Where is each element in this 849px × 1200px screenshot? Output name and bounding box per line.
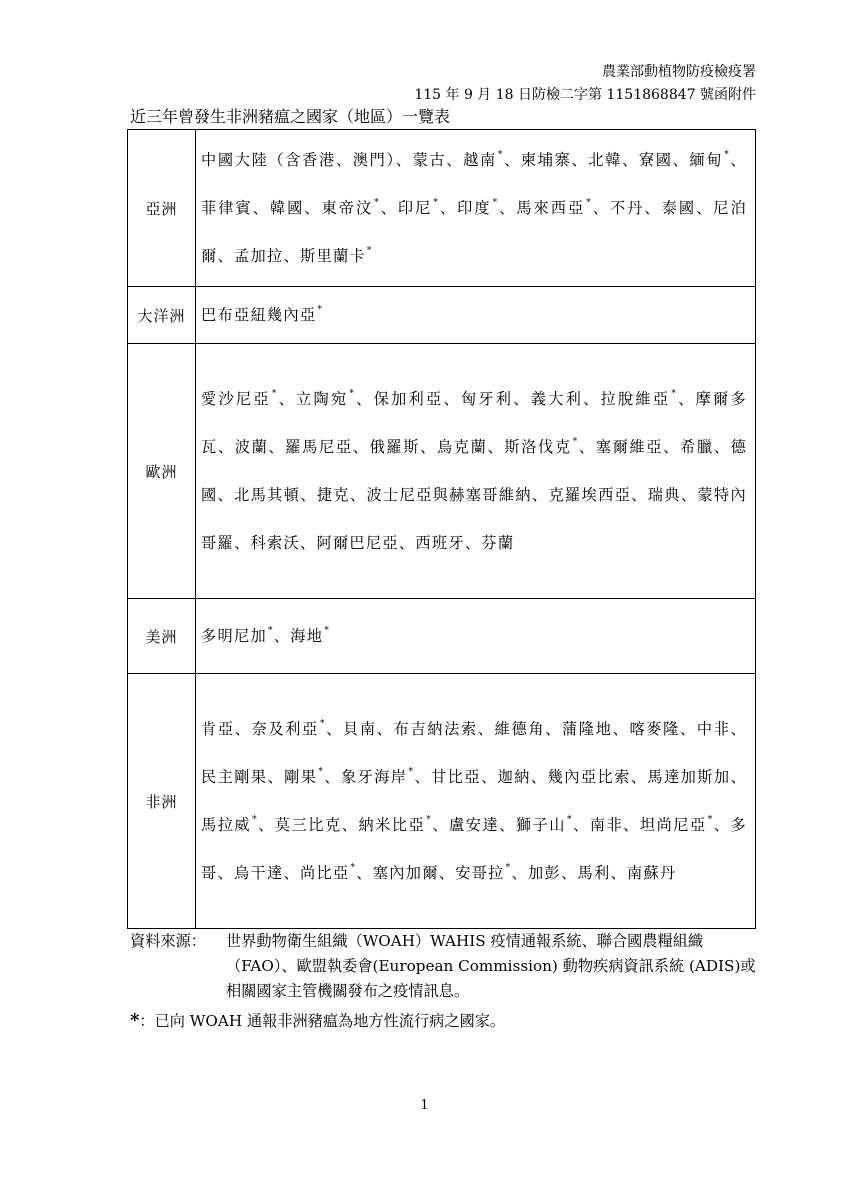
country-name: 斯洛伐克 — [504, 438, 572, 456]
country-name: 塞爾維亞 — [595, 438, 664, 456]
country-name: 喀麥隆 — [629, 720, 680, 738]
separator: 、 — [217, 864, 234, 882]
separator: 、 — [438, 864, 456, 882]
country-name: 韓國 — [269, 199, 305, 217]
country-name: 匈牙利 — [460, 390, 514, 408]
country-list-europe — [196, 344, 756, 599]
separator: 、 — [481, 768, 498, 786]
separator: 、 — [713, 816, 731, 834]
separator: 、 — [277, 390, 297, 408]
country-name: 海地 — [290, 627, 324, 645]
separator: 、 — [677, 390, 696, 408]
country-name: 愛沙尼亞 — [201, 390, 271, 408]
separator: 、 — [631, 486, 648, 504]
country-name: 西班牙 — [415, 534, 465, 552]
separator: 、 — [503, 151, 521, 169]
country-name: 民主剛果 — [201, 768, 268, 786]
country-name: 奈及利亞 — [251, 720, 319, 738]
country-name: 中非 — [696, 720, 731, 738]
country-name: 納米比亞 — [358, 816, 426, 834]
separator: 、 — [352, 438, 370, 456]
separator: 、 — [234, 720, 252, 738]
separator: 、 — [268, 438, 286, 456]
separator: 、 — [273, 627, 291, 645]
separator: 、 — [498, 199, 517, 217]
region-name-africa: 非洲 — [128, 674, 196, 929]
country-name: 甘比亞 — [431, 768, 482, 786]
country-name: 中國大陸（含香港、澳門） — [201, 151, 396, 169]
source-label: 資料來源： — [130, 932, 206, 950]
country-name: 烏干達 — [234, 864, 284, 882]
separator: 、 — [679, 720, 697, 738]
country-name: 盧安達 — [449, 816, 500, 834]
separator: 、 — [630, 768, 648, 786]
separator: 、 — [696, 199, 714, 217]
endemic-star-mark: * — [586, 198, 592, 208]
country-name: 菲律賓 — [201, 199, 253, 217]
page-number: 1 — [420, 1098, 429, 1113]
separator: 、 — [578, 438, 596, 456]
separator: 、 — [341, 816, 359, 834]
country-name: 科索沃 — [250, 534, 300, 552]
country-name: 德國 — [201, 438, 748, 504]
endemic-star-mark: * — [318, 767, 325, 777]
country-name: 波士尼亞與赫塞哥維納 — [366, 486, 532, 504]
header-doc-reference: 115 年 9 月 18 日防檢二字第 1151868847 號函附件 — [414, 87, 756, 103]
country-name: 剛果 — [284, 768, 318, 786]
footnote — [130, 1010, 505, 1032]
country-name: 迦納 — [497, 768, 531, 786]
country-name: 馬達加斯加 — [647, 768, 731, 786]
separator: 、 — [531, 486, 549, 504]
separator: 、 — [376, 720, 394, 738]
country-name: 東帝汶 — [321, 199, 374, 217]
country-name: 摩爾多瓦 — [201, 390, 747, 456]
country-name: 布吉納法索 — [393, 720, 478, 738]
separator: 、 — [217, 486, 235, 504]
endemic-star-mark: * — [252, 815, 258, 825]
endemic-star-mark: * — [324, 626, 331, 636]
table-row — [128, 344, 756, 599]
separator: 、 — [420, 438, 437, 456]
footnote-text: ：已向 WOAH 通報非洲豬瘟為地方性流行病之國家。 — [139, 1012, 506, 1030]
endemic-star-mark: * — [366, 246, 373, 256]
separator: 、 — [477, 720, 495, 738]
country-list-oceania — [196, 287, 756, 344]
endemic-star-mark: * — [497, 150, 504, 160]
separator: 、 — [730, 151, 747, 169]
separator: 、 — [499, 816, 516, 834]
separator: 、 — [217, 247, 234, 265]
separator: 、 — [592, 199, 610, 217]
country-name: 貝南 — [342, 720, 377, 738]
endemic-star-mark: * — [426, 815, 433, 825]
separator: 、 — [571, 151, 589, 169]
country-name: 越南 — [463, 151, 497, 169]
country-name: 孟加拉 — [234, 247, 284, 265]
separator: 、 — [680, 486, 698, 504]
separator: 、 — [267, 768, 285, 786]
country-name: 加彭 — [527, 864, 561, 882]
endemic-star-mark: * — [350, 863, 357, 873]
table-row — [128, 287, 756, 344]
table-row — [128, 599, 756, 674]
country-name: 希臘 — [680, 438, 714, 456]
separator: 、 — [349, 486, 367, 504]
country-table — [127, 129, 756, 929]
country-name: 烏克蘭 — [436, 438, 488, 456]
country-name: 蒙特內哥羅 — [201, 486, 747, 552]
country-name: 立陶宛 — [296, 390, 349, 408]
country-name: 芬蘭 — [481, 534, 515, 552]
table-row — [128, 130, 756, 287]
separator: 、 — [530, 768, 548, 786]
separator: 、 — [325, 720, 343, 738]
country-name: 泰國 — [661, 199, 697, 217]
country-name: 尚比亞 — [299, 864, 350, 882]
country-name: 波蘭 — [234, 438, 269, 456]
country-name: 阿爾巴尼亞 — [316, 534, 399, 552]
separator: 、 — [560, 864, 578, 882]
separator: 、 — [443, 390, 461, 408]
separator: 、 — [257, 816, 275, 834]
separator: 、 — [572, 816, 590, 834]
separator: 、 — [663, 438, 680, 456]
country-name: 幾內亞比索 — [547, 768, 631, 786]
separator: 、 — [513, 390, 531, 408]
endemic-star-mark: * — [317, 305, 324, 315]
separator: 、 — [612, 720, 630, 738]
country-name: 印尼 — [397, 199, 433, 217]
separator: 、 — [730, 720, 748, 738]
separator: 、 — [446, 151, 464, 169]
separator: 、 — [464, 534, 482, 552]
separator: 、 — [583, 390, 601, 408]
separator: 、 — [644, 199, 662, 217]
country-name: 俄羅斯 — [369, 438, 421, 456]
separator: 、 — [355, 390, 374, 408]
separator: 、 — [304, 199, 322, 217]
country-name: 緬甸 — [689, 151, 724, 169]
country-name: 馬來西亞 — [516, 199, 586, 217]
endemic-star-mark: * — [492, 198, 499, 208]
country-name: 捷克 — [316, 486, 350, 504]
country-name: 多哥 — [201, 816, 747, 882]
separator: 、 — [730, 768, 748, 786]
separator: 、 — [379, 199, 398, 217]
separator: 、 — [299, 534, 317, 552]
country-name: 克羅埃西亞 — [548, 486, 632, 504]
endemic-star-mark: * — [505, 863, 512, 873]
endemic-star-mark: * — [567, 815, 573, 825]
country-name: 莫三比克 — [274, 816, 342, 834]
country-name: 坦尚尼亞 — [639, 816, 707, 834]
separator: 、 — [283, 864, 300, 882]
country-list-asia — [196, 130, 756, 287]
endemic-star-mark: * — [349, 389, 356, 399]
country-name: 塞內加爾 — [372, 864, 439, 882]
separator: 、 — [324, 768, 342, 786]
separator: 、 — [300, 486, 317, 504]
endemic-star-mark: * — [572, 437, 579, 447]
separator: 、 — [545, 720, 563, 738]
source-note — [130, 929, 760, 1004]
separator: 、 — [356, 864, 373, 882]
header-agency: 農業部動植物防疫檢疫署 — [602, 64, 756, 80]
country-name: 獅子山 — [515, 816, 566, 834]
separator: 、 — [252, 199, 270, 217]
endemic-star-mark: * — [408, 767, 415, 777]
region-name-americas: 美洲 — [128, 599, 196, 674]
endemic-star-mark: * — [374, 198, 380, 208]
country-name: 南蘇丹 — [626, 864, 677, 882]
separator: 、 — [610, 864, 627, 882]
document-title: 近三年曾發生非洲豬瘟之國家（地區）一覽表 — [130, 107, 451, 126]
country-name: 安哥拉 — [455, 864, 505, 882]
source-text: 世界動物衛生組織（WOAH）WAHIS 疫情通報系統、聯合國農糧組織（FAO）、歐盟執委會(European Commission) 動物疾病資訊系統 (ADIS)或相關國家主管機關發布之疫情訊息。 — [226, 932, 756, 1000]
endemic-star-mark: * — [267, 626, 274, 636]
region-name-europe: 歐洲 — [128, 344, 196, 599]
separator: 、 — [217, 438, 235, 456]
country-name: 柬埔寨 — [520, 151, 572, 169]
country-name: 馬利 — [577, 864, 611, 882]
country-name: 象牙海岸 — [341, 768, 408, 786]
country-name: 馬拉威 — [201, 816, 252, 834]
separator: 、 — [233, 534, 251, 552]
endemic-star-mark: * — [271, 389, 278, 399]
country-name: 北馬其頓 — [234, 486, 301, 504]
separator: 、 — [439, 199, 458, 217]
country-name: 拉脫維亞 — [600, 390, 671, 408]
region-name-oceania: 大洋洲 — [128, 287, 196, 344]
country-name: 巴布亞紐幾內亞 — [201, 306, 317, 324]
country-name: 南非 — [589, 816, 624, 834]
separator: 、 — [432, 816, 450, 834]
country-name: 寮國 — [638, 151, 673, 169]
separator: 、 — [414, 768, 432, 786]
table-row — [128, 674, 756, 929]
country-name: 羅馬尼亞 — [285, 438, 353, 456]
country-list-americas — [196, 599, 756, 674]
country-name: 斯里蘭卡 — [299, 247, 366, 265]
country-name: 保加利亞 — [373, 390, 444, 408]
country-name: 不丹 — [609, 199, 645, 217]
country-name: 瑞典 — [647, 486, 681, 504]
separator: 、 — [395, 151, 413, 169]
country-name: 北韓 — [588, 151, 623, 169]
separator: 、 — [283, 247, 300, 265]
separator: 、 — [511, 864, 528, 882]
country-name: 義大利 — [530, 390, 584, 408]
country-list-africa — [196, 674, 756, 929]
endemic-star-mark: * — [707, 815, 714, 825]
endemic-star-mark: * — [671, 389, 678, 399]
country-name: 蒲隆地 — [562, 720, 613, 738]
separator: 、 — [398, 534, 416, 552]
region-name-asia: 亞洲 — [128, 130, 196, 287]
separator: 、 — [713, 438, 731, 456]
country-name: 尼泊爾 — [201, 199, 747, 265]
country-name: 多明尼加 — [201, 627, 267, 645]
footnote-star: * — [130, 1010, 140, 1031]
country-name: 肯亞 — [201, 720, 235, 738]
separator: 、 — [622, 151, 639, 169]
separator: 、 — [672, 151, 690, 169]
endemic-star-mark: * — [724, 150, 731, 160]
country-name: 印度 — [457, 199, 492, 217]
endemic-star-mark: * — [433, 198, 440, 208]
country-name: 蒙古 — [412, 151, 447, 169]
separator: 、 — [487, 438, 505, 456]
endemic-star-mark: * — [319, 719, 326, 729]
separator: 、 — [623, 816, 640, 834]
country-name: 維德角 — [494, 720, 546, 738]
